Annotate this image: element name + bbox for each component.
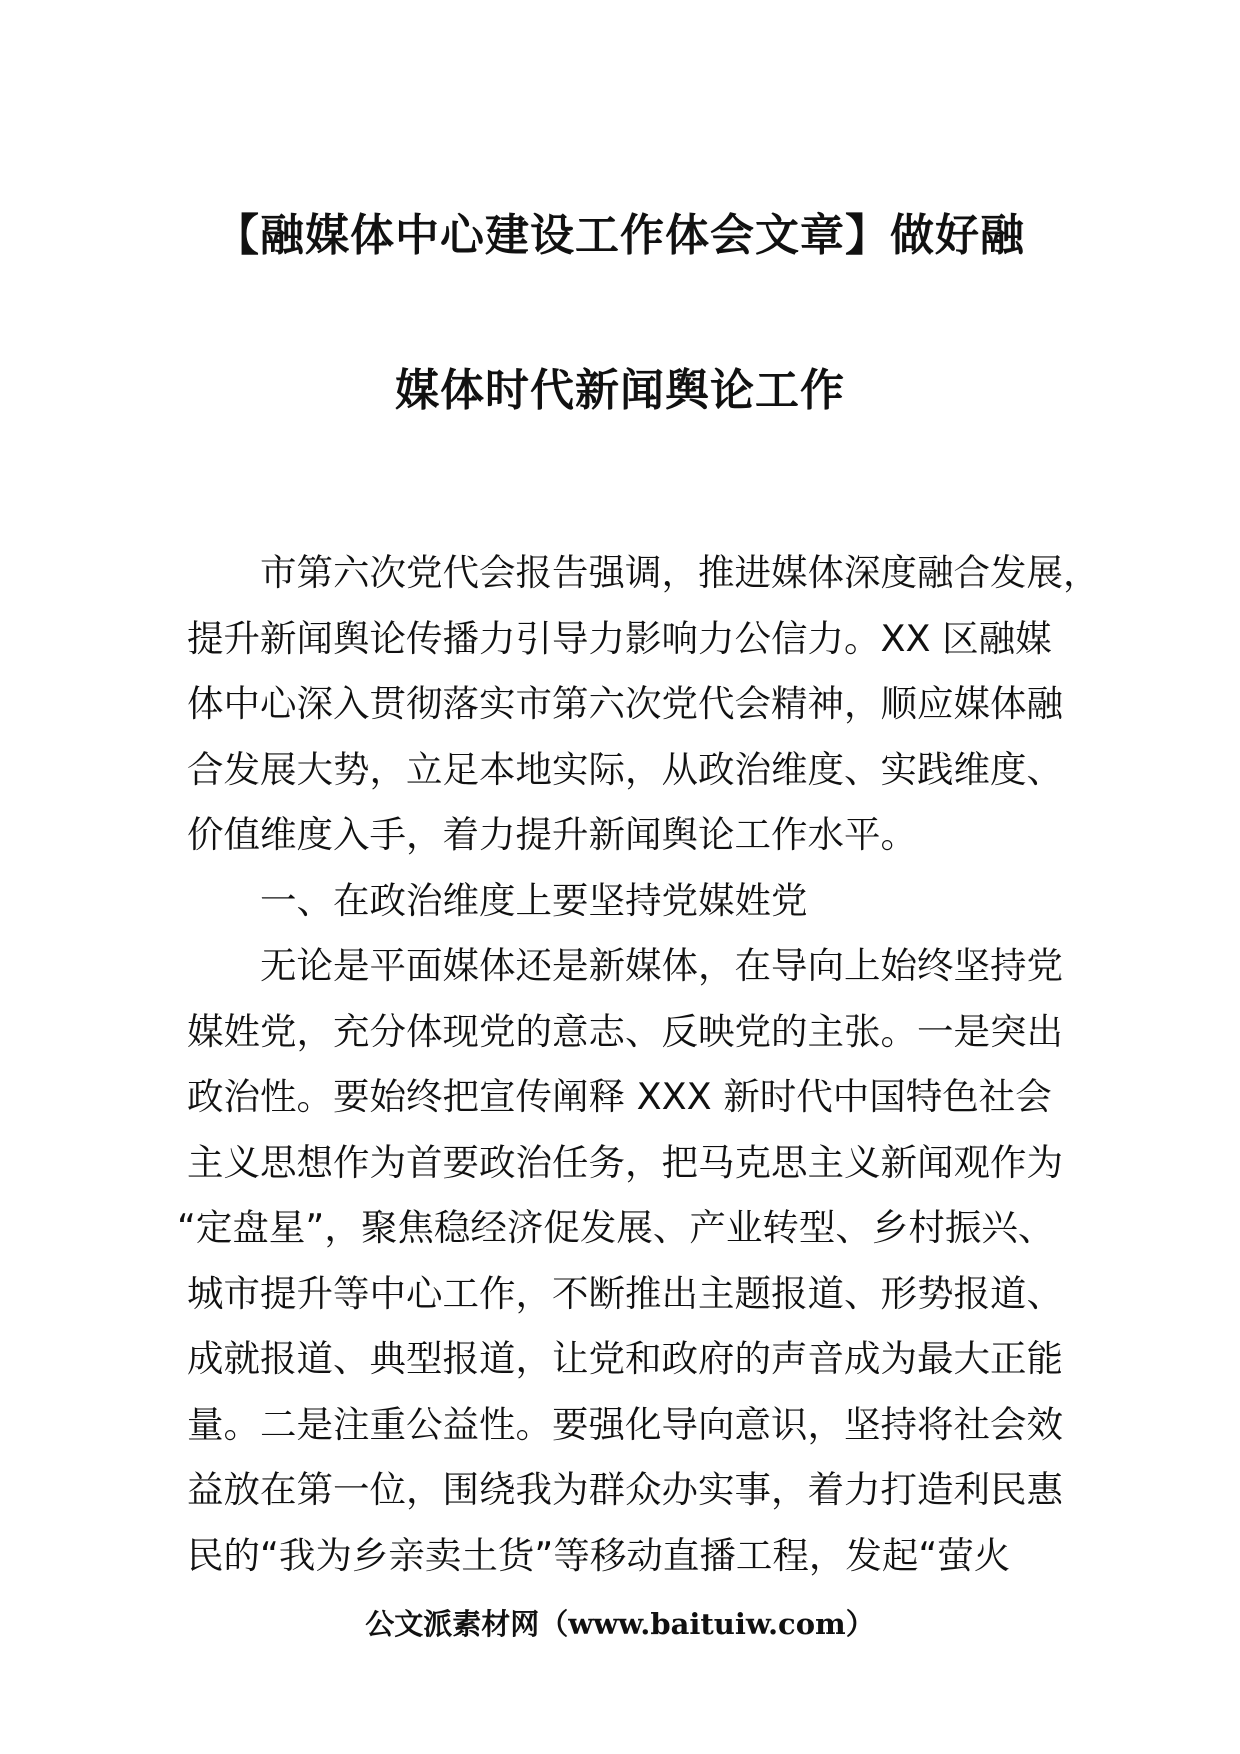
body-line: 提升新闻舆论传播力引导力影响力公信力。XX 区融媒 (187, 616, 1052, 660)
body-line: 城市提升等中心工作，不断推出主题报道、形势报道、 (187, 1271, 1063, 1315)
footer-source-credit: 公文派素材网（www.baituiw.com） (365, 1607, 875, 1641)
body-line: 媒姓党，充分体现党的意志、反映党的主张。一是突出 (187, 1009, 1063, 1053)
document-title-line-2: 媒体时代新闻舆论工作 (395, 365, 845, 416)
body-line: 民的“我为乡亲卖土货”等移动直播工程，发起“萤火 (187, 1533, 1011, 1577)
document-body (177, 540, 1100, 1588)
body-line: 体中心深入贯彻落实市第六次党代会精神，顺应媒体融 (187, 682, 1063, 725)
body-line: 合发展大势，立足本地实际，从政治维度、实践维度、 (187, 747, 1063, 791)
section-heading: 一、在政治维度上要坚持党媒姓党 (260, 878, 808, 922)
body-line: 成就报道、典型报道，让党和政府的声音成为最大正能 (187, 1337, 1063, 1380)
body-line: 政治性。要始终把宣传阐释 XXX 新时代中国特色社会 (187, 1075, 1052, 1118)
body-line: 无论是平面媒体还是新媒体，在导向上始终坚持党 (260, 944, 1063, 987)
body-line: 价值维度入手，着力提升新闻舆论工作水平。 (187, 813, 917, 856)
document-title-line-1: 【融媒体中心建设工作体会文章】做好融 (215, 210, 1025, 261)
body-line: 益放在第一位，围绕我为群众办实事，着力打造利民惠 (187, 1468, 1063, 1511)
body-line: 市第六次党代会报告强调，推进媒体深度融合发展， (260, 551, 1100, 594)
body-line: 主义思想作为首要政治任务，把马克思主义新闻观作为 (187, 1140, 1063, 1184)
body-line: “定盘星”，聚焦稳经济促发展、产业转型、乡村振兴、 (177, 1206, 1055, 1249)
body-line: 量。二是注重公益性。要强化导向意识，坚持将社会效 (187, 1402, 1063, 1446)
